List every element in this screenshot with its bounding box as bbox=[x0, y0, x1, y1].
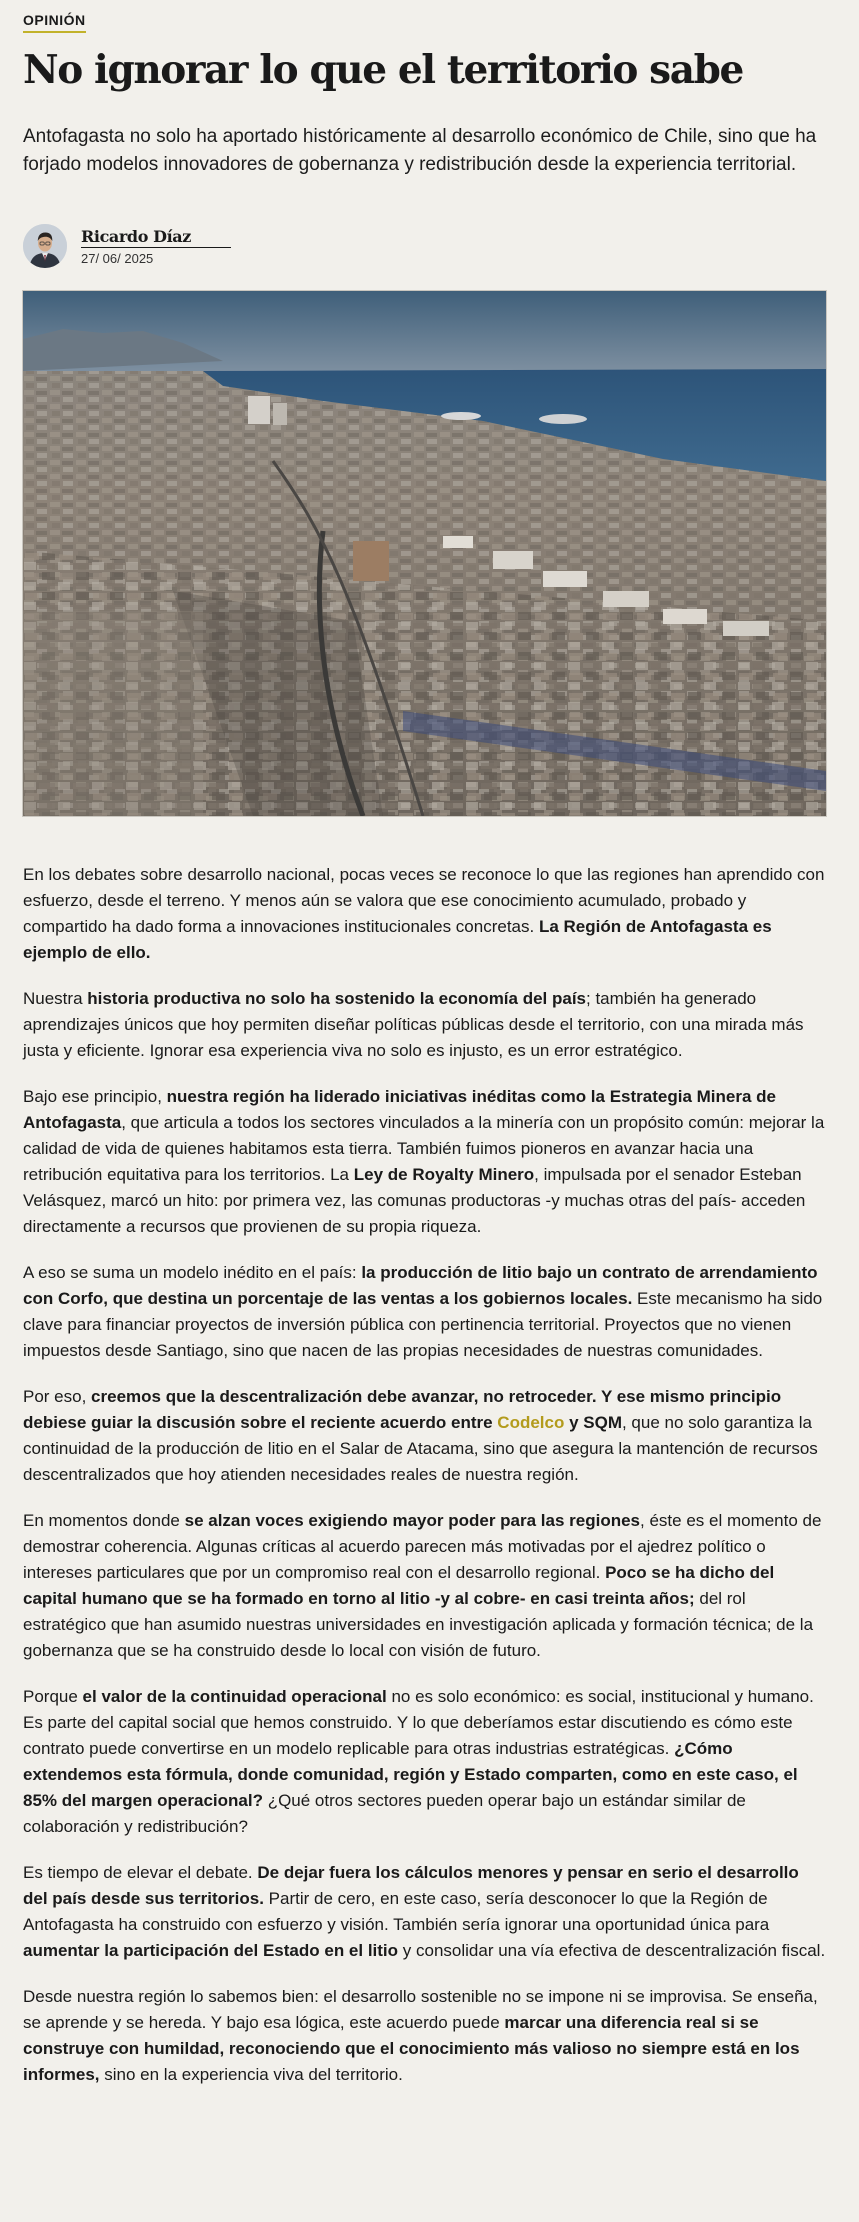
article bbox=[23, 0, 826, 2108]
paragraph-text: , que no solo garantiza la continuidad de la producción de litio en el Salar de Atacama, sino que asegura la mantención de recursos descentralizados que hoy atienden necesidades reales de nuestra región. bbox=[23, 1413, 818, 1484]
bold-text: el valor de la continuidad operacional bbox=[82, 1687, 387, 1706]
article-lede: Antofagasta no solo ha aportado históricamente al desarrollo económico de Chile, sino que ha forjado modelos innovadores de gobernanza y redistribución desde la experiencia territorial. bbox=[23, 126, 817, 175]
paragraph-text: no es solo económico: es social, institucional y humano. Es parte del capital social que hemos construido. Y lo que deberíamos estar discutiendo es cómo este contrato puede convertirse en un modelo replicable para otras industrias estratégicas. bbox=[23, 1687, 814, 1758]
paragraph-text: ¿Qué otros sectores pueden operar bajo un estándar similar de colaboración y redistribución? bbox=[23, 1791, 746, 1836]
bold-text: se alzan voces exigiendo mayor poder para las regiones bbox=[184, 1511, 641, 1530]
bold-text: marcar una diferencia real si se construye con humildad, reconociendo que el conocimiento más valioso no siempre está en los informes, bbox=[23, 2013, 800, 2084]
paragraph-text: Por eso, bbox=[23, 1387, 92, 1406]
bold-text: historia productiva no solo ha sostenido la economía del país bbox=[87, 989, 587, 1008]
publish-date: 27/ 06/ 2025 bbox=[81, 250, 154, 266]
article-paragraph bbox=[23, 862, 826, 966]
article-paragraph bbox=[23, 1384, 826, 1488]
paragraph-text: En momentos donde bbox=[23, 1511, 185, 1530]
paragraph-text: En los debates sobre desarrollo nacional, pocas veces se reconoce lo que las regiones han aprendido con esfuerzo, desde el terreno. Y menos aún se valora que ese conocimiento acumulado, probado y compartido ha dado forma a innovaciones institucionales concretas. bbox=[23, 865, 825, 936]
paragraph-text: , éste es el momento de demostrar coherencia. Algunas críticas al acuerdo parecen más motivadas por el ajedrez político o intereses particulares que por un compromiso real con el desarrollo regional. bbox=[23, 1511, 822, 1582]
bold-text: Ley de Royalty Minero bbox=[353, 1165, 535, 1184]
paragraph-text: ; también ha generado aprendizajes únicos que hoy permiten diseñar políticas públicas desde el territorio, con una mirada más justa y eficiente. Ignorar esa experiencia viva no solo es injusto, es un error estratégico. bbox=[23, 989, 804, 1060]
article-body bbox=[23, 862, 826, 2088]
paragraph-text: , impulsada por el senador Esteban Velásquez, marcó un hito: por primera vez, las comunas productoras -y muchas otras del país- acceden directamente a recursos que provienen de su propia riqueza. bbox=[23, 1165, 806, 1236]
bold-text: nuestra región ha liderado iniciativas inéditas como la Estrategia Minera de Antofagasta bbox=[23, 1087, 776, 1132]
section-label[interactable]: OPINIÓN bbox=[23, 12, 86, 33]
paragraph-text: Porque bbox=[23, 1687, 83, 1706]
paragraph-text: , que articula a todos los sectores vinculados a la minería con un propósito común: mejorar la calidad de vida de quienes habitamos esta tierra. También fuimos pioneros en avanzar hacia una retribución equitativa para los territorios. La bbox=[23, 1113, 825, 1184]
paragraph-text: sino en la experiencia viva del territorio. bbox=[99, 2065, 403, 2084]
article-paragraph bbox=[23, 1860, 826, 1964]
article-paragraph bbox=[23, 1684, 826, 1840]
bold-text: y SQM bbox=[564, 1413, 622, 1432]
aerial-city-photo-icon bbox=[23, 291, 826, 816]
paragraph-text: Nuestra bbox=[23, 989, 88, 1008]
paragraph-text: A eso se suma un modelo inédito en el país: bbox=[23, 1263, 362, 1282]
article-paragraph bbox=[23, 1084, 826, 1240]
bold-text: la producción de litio bajo un contrato de arrendamiento con Corfo, que destina un porcentaje de las ventas a los gobiernos locales. bbox=[23, 1263, 818, 1308]
bold-text: De dejar fuera los cálculos menores y pensar en serio el desarrollo del país desde sus territorios. bbox=[23, 1863, 799, 1908]
author-name-link[interactable]: Ricardo Díaz bbox=[81, 227, 231, 248]
article-paragraph bbox=[23, 986, 826, 1064]
article-paragraph bbox=[23, 1984, 826, 2088]
author-byline bbox=[23, 223, 826, 269]
article-paragraph bbox=[23, 1508, 826, 1664]
paragraph-text: Es tiempo de elevar el debate. bbox=[23, 1863, 258, 1882]
bold-text: La Región de Antofagasta es ejemplo de ello. bbox=[23, 917, 772, 962]
hero-image bbox=[23, 291, 826, 816]
bold-text: aumentar la participación del Estado en el litio bbox=[23, 1941, 399, 1960]
bold-text: creemos que la descentralización debe avanzar, no retroceder. Y ese mismo principio debiese guiar la discusión sobre el reciente acuerdo entre bbox=[23, 1387, 782, 1432]
author-avatar bbox=[23, 224, 67, 268]
paragraph-text: y consolidar una vía efectiva de descentralización fiscal. bbox=[398, 1941, 826, 1960]
paragraph-text: Desde nuestra región lo sabemos bien: el desarrollo sostenible no se impone ni se improvisa. Se enseña, se aprende y se hereda. Y bajo esa lógica, este acuerdo puede bbox=[23, 1987, 818, 2032]
paragraph-text: Bajo ese principio, bbox=[23, 1087, 167, 1106]
bold-text: Poco se ha dicho del capital humano que se ha formado en torno al litio -y al cobre- en casi treinta años; bbox=[23, 1563, 775, 1608]
bold-text: ¿Cómo extendemos esta fórmula, donde comunidad, región y Estado comparten, como en este caso, el 85% del margen operacional? bbox=[23, 1739, 798, 1810]
paragraph-text: Este mecanismo ha sido clave para financiar proyectos de inversión pública con pertinencia territorial. Proyectos que no vienen impuestos desde Santiago, sino que nacen de las propias necesidades de nuestras comunidades. bbox=[23, 1289, 823, 1360]
paragraph-text: Partir de cero, en este caso, sería desconocer lo que la Región de Antofagasta ha construido con esfuerzo y visión. También sería ignorar una oportunidad única para bbox=[23, 1889, 770, 1934]
article-title: No ignorar lo que el territorio sabe bbox=[23, 47, 743, 93]
codelco-link[interactable]: Codelco bbox=[497, 1413, 565, 1432]
article-paragraph bbox=[23, 1260, 826, 1364]
paragraph-text: del rol estratégico que han asumido nuestras universidades en investigación aplicada y formación técnica; de la gobernanza que se ha construido desde lo local con visión de futuro. bbox=[23, 1589, 814, 1660]
